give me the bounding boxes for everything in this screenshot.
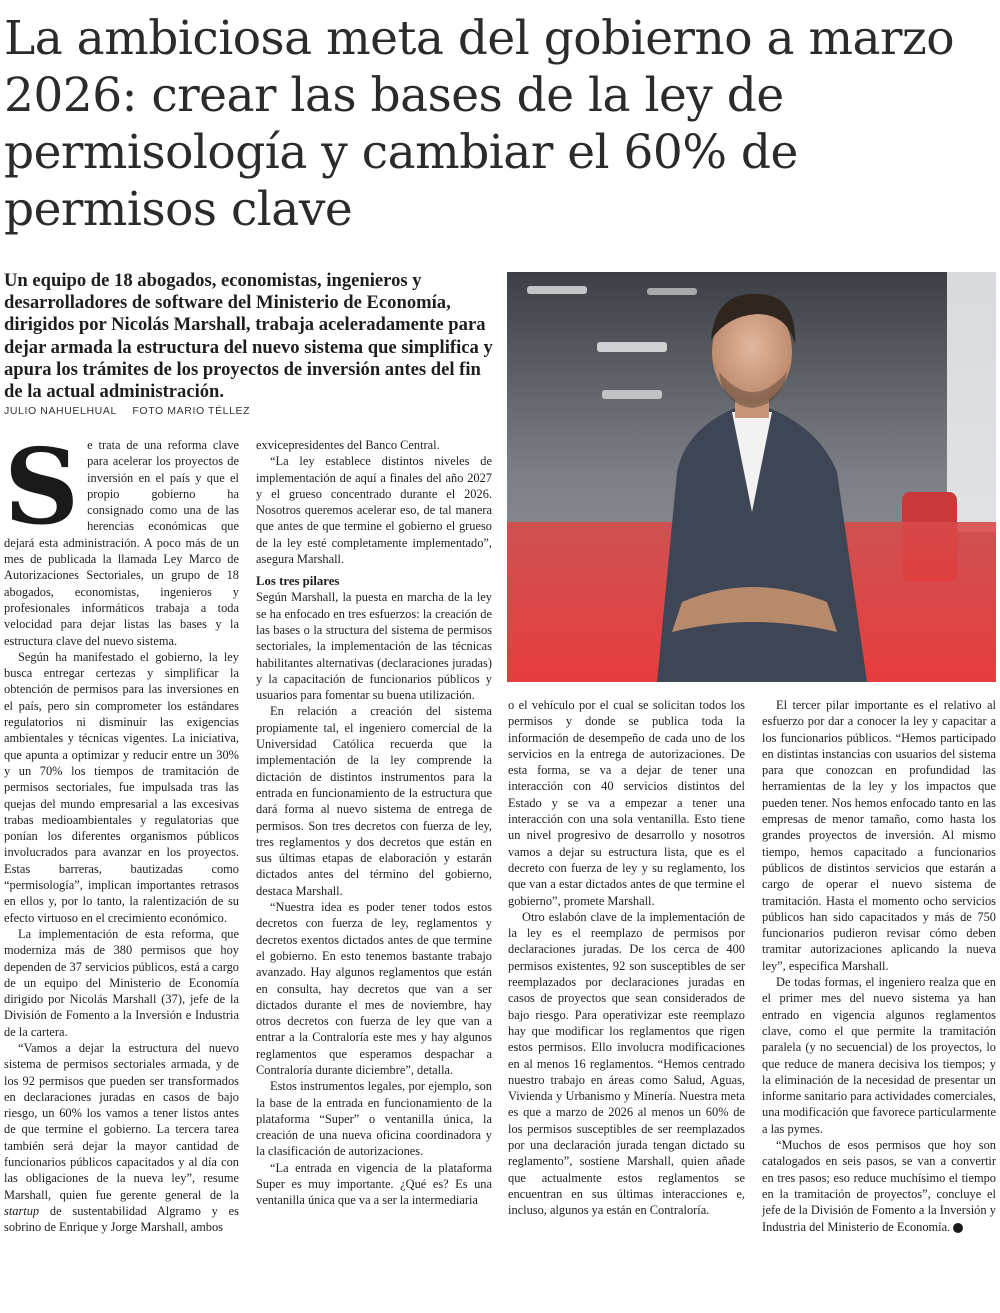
column-4	[762, 697, 996, 1235]
column-1	[4, 425, 239, 1236]
paragraph: “Vamos a dejar la estructura del nuevo sistema de permisos sectoriales armada, y de los 92 permisos que pueden ser transformados en declaraciones juradas en casos de bajo riesgo, un 60% los vamos a tener listos antes de que termine el gobierno. La tercera tarea también será dejar la mayor cantidad de funcionarios públicos capacitados y al día con las obligaciones de la nueva ley”, resume Marshall, quien fue gerente general de la startup de sustentabilidad Algramo y es sobrino de Enrique y Jorge Marshall, ambos	[4, 1040, 239, 1235]
column-2	[256, 437, 492, 1209]
paragraph: Se trata de una reforma clave para acelerar los proyectos de inversión en el país y que el propio gobierno ha consignado como una de las herencias económicas que dejará esta administración. A poco más de un mes de publicada la llamada Ley Marco de Autorizaciones Sectoriales, un grupo de 18 abogados, economistas, ingenieros y profesionales informáticos trabaja a toda velocidad para dejar listas las bases y la estructura clave del nuevo sistema.	[4, 425, 239, 648]
byline	[4, 405, 496, 417]
author: JULIO NAHUELHUAL	[4, 405, 117, 417]
dropcap: S	[4, 425, 80, 548]
portrait-photo	[507, 272, 996, 682]
paragraph: “La ley establece distintos niveles de implementación de aquí a finales del año 2027 y el grueso concentrado durante el 2026. Nosotros queremos acelerar eso, de tal manera que antes de que termine el gobierno el grueso de la ley esté completamente implementado”, asegura Marshall.	[256, 454, 492, 567]
lede: Un equipo de 18 abogados, economistas, ingenieros y desarrolladores de software del Ministerio de Economía, dirigidos por Nicolás Marshall, trabaja aceleradamente para dejar armada la estructura del nuevo sistema que simplifica y apura los trámites de los proyectos de inversión antes del fin de la actual administración.	[4, 270, 493, 403]
paragraph: o el vehículo por el cual se solicitan todos los permisos y donde se publica toda la información de desempeño de cada uno de los servicios en la entrega de autorizaciones. De esta forma, se va a dejar de tener una interacción con 40 servicios distintos del Estado y se va a empezar a tener una interacción con una sola ventanilla. Esto tiene un nivel progresivo de desarrollo y nosotros vamos a dejar su estructura lista, que es el decreto con fuerza de ley y su reglamento, los que van a estar dictados antes de que termine el gobierno”, promete Marshall.	[508, 698, 745, 908]
paragraph: El tercer pilar importante es el relativo al esfuerzo por dar a conocer la ley y capacitar a los funcionarios públicos. “Hemos participado en distintas instancias con usuarios del sistema para que conozcan en profundidad las herramientas de la ley y los impactos que pueden tener. Nos hemos enfocado tanto en las empresas de menor tamaño, como hasta los grandes proyectos de inversión. Al mismo tiempo, hemos capacitado a funcionarios públicos de distintos servicios que estarán a cargo de operar el nuevo sistema de tramitación. Hasta el momento ocho servicios públicos han sido capacitados y más de 750 funcionarios pudieron revisar cómo deben tramitar autorizaciones aplicando la nueva ley”, especifica Marshall.	[762, 698, 996, 973]
paragraph: Estos instrumentos legales, por ejemplo, son la base de la entrada en funcionamiento de la plataforma “Super” o ventanilla única, la creación de una nueva oficina coordinadora y la clasificación de autorizaciones.	[256, 1079, 492, 1159]
paragraph: En relación a creación del sistema propiamente tal, el ingeniero comercial de la Universidad Católica recuerda que la implementación de la ley comprende la dictación de distintos instrumentos para la entrada en funcionamiento de la estructura que dará forma al nuevo sistema de entrega de permisos. Son tres decretos con fuerza de ley, tres reglamentos y dos decretos que están en sus últimas etapas de elaboración y estarán dictados antes del término del gobierno, destaca Marshall.	[256, 704, 492, 898]
paragraph: Según Marshall, la puesta en marcha de la ley se ha enfocado en tres esfuerzos: la creación de las bases o la structura del sistema de permisos sectoriales, la implementación de las técnicas habilitantes alternativas (declaraciones juradas) y la capacitación de funcionarios públicos y usuarios para fomentar su buena utilización.	[256, 590, 492, 703]
paragraph: “Muchos de esos permisos que hoy son catalogados en seis pasos, se van a convertir en tres pasos; eso reduce muchísimo el tiempo en la tramitación de proyectos”, concluye el jefe de la División de Fomento a la Inversión y Industria del Ministerio de Economía. P	[762, 1138, 996, 1234]
column-3	[508, 697, 745, 1219]
paragraph: Otro eslabón clave de la implementación de la ley es el reemplazo de permisos por declaraciones juradas. De los cerca de 400 permisos existentes, 92 son susceptibles de ser reemplazados por declaraciones juradas en casos de proyectos que sean considerados de bajo riesgo. Para operativizar este reemplazo hay que modificar los reglamentos que rigen estos permisos. Ello involucra modificaciones en al menos 16 reglamentos. “Hemos centrado nuestro trabajo en áreas como Salud, Aguas, Vivienda y Urbanismo y Minería. Nuestra meta es que a marzo de 2026 al menos un 60% de los permisos susceptibles de ser reemplazados por una declaración jurada tengan dictado su reglamento”, sostiene Marshall, quien añade que actualmente estos reglamentos se encuentran en sus últimas interacciones e, incluso, algunos ya están en Contraloría.	[508, 909, 745, 1218]
paragraph: “La entrada en vigencia de la plataforma Super es muy importante. ¿Qué es? Es una ventanilla única que va a ser la intermediaria	[256, 1160, 492, 1208]
paragraph: exvicepresidentes del Banco Central.	[256, 438, 440, 452]
subheading: Los tres pilares	[256, 574, 340, 589]
paragraph: La implementación de esta reforma, que moderniza más de 380 permisos que hoy dependen de 37 servicios públicos, está a cargo de un equipo del Ministerio de Economía dirigido por Nicolás Marshall (37), jefe de la División de Fomento a la Inversión e Industria de la cartera.	[4, 926, 239, 1039]
paragraph: Según ha manifestado el gobierno, la ley busca entregar certezas y simplificar la obtención de permisos para las inversiones en el país, pero sin comprometer los estándares regulatorios ni disminuir las exigencias ambientales y técnicas vigentes. La iniciativa, que apunta a optimizar y reducir entre un 30% y un 70% los tiempos de tramitación de permisos sectoriales, fue impulsada tras las quejas del mundo empresarial a las excesivas trabas medioambientales y regulatorias que ponían los diferentes organismos públicos involucrados para avanzar en los proyectos. Estas barreras, bautizadas como “permisología”, implican importantes retrasos en ellos y, por lo tanto, la ralentización de su efecto virtuoso en el crecimiento económico.	[4, 649, 239, 925]
headline: La ambiciosa meta del gobierno a marzo 2026: crear las bases de la ley de permisología y cambiar el 60% de permisos clave	[4, 11, 955, 237]
portrait-illustration	[507, 272, 996, 682]
photo-credit: FOTO MARIO TÉLLEZ	[132, 405, 251, 417]
paragraph: “Nuestra idea es poder tener todos estos decretos con fuerza de ley, reglamentos y decretos exentos dictados antes de que termine el gobierno. En esto tenemos bastante trabajo avanzado. Hay algunos reglamentos que están en consulta, hay decretos que van a ser dictados durante el mes de noviembre, hay otros decretos con fuerza de ley que van a entrar a la Contraloría este mes y hay algunos reglamentos que esperamos despachar a Contraloría durante diciembre”, detalla.	[256, 900, 492, 1077]
end-mark-icon: P	[953, 1223, 963, 1233]
paragraph: De todas formas, el ingeniero realza que en el primer mes del nuevo sistema ya han entrado en vigencia algunos reglamentos clave, como el que permite la tramitación paralela (y no secuencial) de los proyectos, lo que reduce de manera decisiva los tiempos; y la eliminación de la necesidad de presentar un informe sanitario para actividades comerciales, una modificación que favorece particularmente a las pymes.	[762, 975, 996, 1136]
